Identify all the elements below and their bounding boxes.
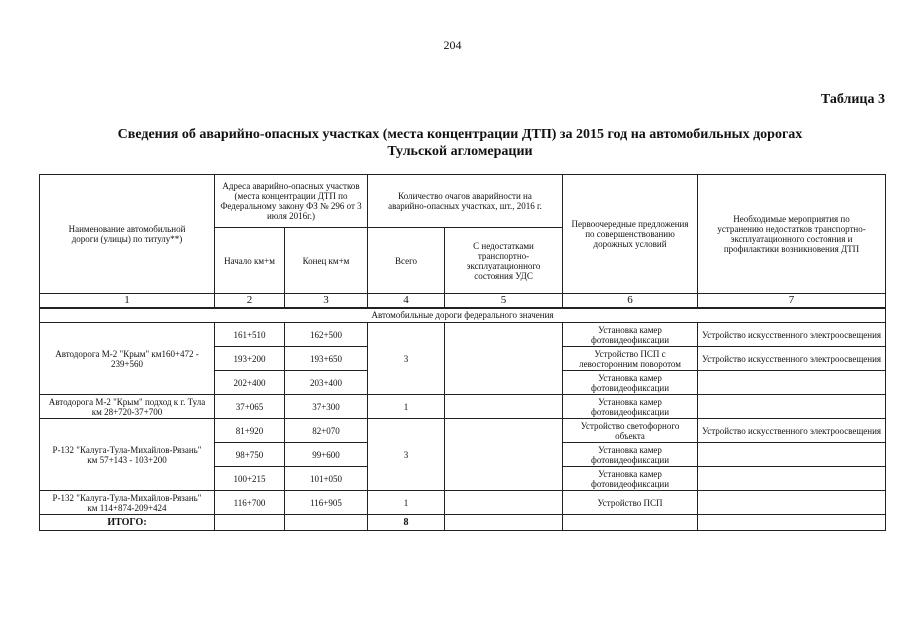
- start-cell: 37+065: [215, 395, 285, 419]
- road-name-cell: Автодорога М-2 "Крым" подход к г. Тула км 28+720-37+700: [40, 395, 215, 419]
- table-label: Таблица 3: [820, 92, 885, 107]
- priority-cell: Установка камер фотовидеофиксации: [563, 371, 698, 395]
- total-cell: 3: [368, 323, 445, 395]
- priority-cell: Устройство светофорного объекта: [563, 419, 698, 443]
- deficiencies-cell: [445, 419, 563, 491]
- measures-cell: [698, 467, 886, 491]
- accident-sites-table: [39, 174, 886, 531]
- footer-row: [40, 515, 886, 531]
- header-measures: Необходимые мероприятия по устранению недостатков транспортно-эксплуатационного состояния и профилактики возникновения ДТП: [698, 175, 886, 294]
- deficiencies-cell: [445, 395, 563, 419]
- header-deficiencies: С недостатками транспортно-эксплуатационного состояния УДС: [445, 228, 563, 294]
- col-number: 4: [368, 294, 445, 308]
- priority-cell: Устройство ПСП: [563, 491, 698, 515]
- column-numbers-row: [40, 294, 886, 308]
- priority-cell: Установка камер фотовидеофиксации: [563, 467, 698, 491]
- total-cell: 1: [368, 395, 445, 419]
- end-cell: 193+650: [285, 347, 368, 371]
- section-title: Автомобильные дороги федерального значения: [40, 308, 886, 323]
- col-number: 5: [445, 294, 563, 308]
- header-total: Всего: [368, 228, 445, 294]
- end-cell: 101+050: [285, 467, 368, 491]
- col-number: 2: [215, 294, 285, 308]
- measures-cell: Устройство искусственного электроосвещения: [698, 323, 886, 347]
- measures-cell: Устройство искусственного электроосвещения: [698, 347, 886, 371]
- start-cell: 81+920: [215, 419, 285, 443]
- header-count: Количество очагов аварийности на аварийно-опасных участках, шт., 2016 г.: [368, 175, 563, 228]
- start-cell: 116+700: [215, 491, 285, 515]
- footer-empty: [285, 515, 368, 531]
- measures-cell: Устройство искусственного электроосвещения: [698, 419, 886, 443]
- start-cell: 98+750: [215, 443, 285, 467]
- footer-empty: [563, 515, 698, 531]
- footer-empty: [445, 515, 563, 531]
- col-number: 1: [40, 294, 215, 308]
- header-priority: Первоочередные предложения по совершенствованию дорожных условий: [563, 175, 698, 294]
- header-row-1: [40, 175, 886, 228]
- end-cell: 37+300: [285, 395, 368, 419]
- priority-cell: Установка камер фотовидеофиксации: [563, 395, 698, 419]
- header-end: Конец км+м: [285, 228, 368, 294]
- start-cell: 100+215: [215, 467, 285, 491]
- priority-cell: Установка камер фотовидеофиксации: [563, 443, 698, 467]
- start-cell: 202+400: [215, 371, 285, 395]
- title-line-1: Сведения об аварийно-опасных участках (места концентрации ДТП) за 2015 год на автомобильных дорогах: [117, 127, 803, 142]
- end-cell: 203+400: [285, 371, 368, 395]
- end-cell: 82+070: [285, 419, 368, 443]
- total-cell: 3: [368, 419, 445, 491]
- col-number: 6: [563, 294, 698, 308]
- start-cell: 161+510: [215, 323, 285, 347]
- end-cell: 99+600: [285, 443, 368, 467]
- road-name-cell: Р-132 "Калуга-Тула-Михайлов-Рязань" км 57+143 - 103+200: [40, 419, 215, 491]
- section-row: [40, 308, 886, 323]
- table-row: [40, 323, 886, 347]
- col-number: 3: [285, 294, 368, 308]
- footer-label: ИТОГО:: [40, 515, 215, 531]
- priority-cell: Установка камер фотовидеофиксации: [563, 323, 698, 347]
- measures-cell: [698, 371, 886, 395]
- header-road-name: Наименование автомобильной дороги (улицы) по титулу**): [40, 175, 215, 294]
- priority-cell: Устройство ПСП с левосторонним поворотом: [563, 347, 698, 371]
- footer-empty: [215, 515, 285, 531]
- table-row: [40, 491, 886, 515]
- col-number: 7: [698, 294, 886, 308]
- measures-cell: [698, 443, 886, 467]
- road-name-cell: Р-132 "Калуга-Тула-Михайлов-Рязань" км 114+874-209+424: [40, 491, 215, 515]
- total-cell: 1: [368, 491, 445, 515]
- footer-empty: [698, 515, 886, 531]
- start-cell: 193+200: [215, 347, 285, 371]
- footer-total: 8: [368, 515, 445, 531]
- header-start: Начало км+м: [215, 228, 285, 294]
- deficiencies-cell: [445, 491, 563, 515]
- measures-cell: [698, 395, 886, 419]
- measures-cell: [698, 491, 886, 515]
- deficiencies-cell: [445, 323, 563, 395]
- end-cell: 162+500: [285, 323, 368, 347]
- road-name-cell: Автодорога М-2 "Крым" км160+472 - 239+560: [40, 323, 215, 395]
- document-title: [60, 126, 860, 160]
- table-row: [40, 419, 886, 443]
- table-body: [40, 175, 886, 531]
- header-addresses: Адреса аварийно-опасных участков (места концентрации ДТП по Федеральному закону ФЗ № 296 от 3 июля 2016г.): [215, 175, 368, 228]
- end-cell: 116+905: [285, 491, 368, 515]
- title-line-2: Тульской агломерации: [387, 144, 533, 159]
- table-row: [40, 395, 886, 419]
- page-number: 204: [443, 38, 462, 52]
